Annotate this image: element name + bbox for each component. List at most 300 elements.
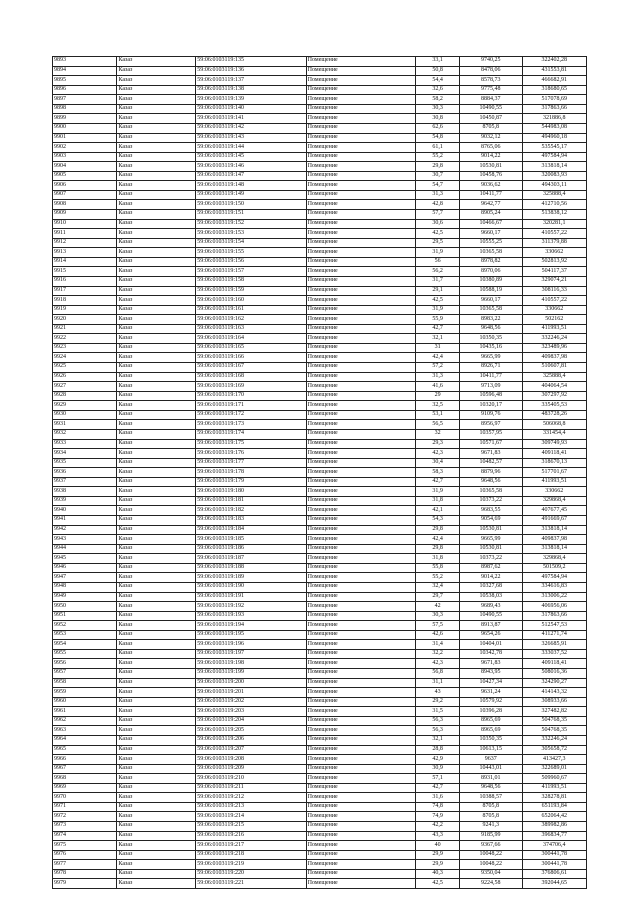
area-cell: 42,1 [416,506,460,516]
object-type-cell: Помещение [306,95,415,105]
unit-value-cell: 9637 [460,755,522,765]
unit-value-cell: 9654,26 [460,630,522,640]
unit-value-cell: 10538,03 [460,592,522,602]
cadastral-number-cell: 59:06:0103119:221 [196,879,306,889]
row-number-cell: 9954 [53,640,117,650]
table-row [53,420,587,430]
row-number-cell: 9940 [53,506,117,516]
row-number-cell: 9917 [53,286,117,296]
area-cell: 31,4 [416,640,460,650]
locality-cell: Казаз [117,582,196,592]
cadastral-value-cell: 322402,28 [522,57,587,67]
object-type-cell: Помещение [306,104,415,114]
cadastral-number-cell: 59:06:0103119:136 [196,66,306,76]
table-row [53,171,587,181]
row-number-cell: 9918 [53,296,117,306]
cadastral-value-cell: 497584,94 [522,152,587,162]
cadastral-value-cell: 504117,37 [522,267,587,277]
table-row [53,640,587,650]
locality-cell: Казаз [117,774,196,784]
unit-value-cell: 10482,57 [460,458,522,468]
cadastral-number-cell: 59:06:0103119:166 [196,353,306,363]
area-cell: 42,2 [416,822,460,832]
object-type-cell: Помещение [306,879,415,889]
cadastral-value-cell: 332246,24 [522,735,587,745]
area-cell: 30,4 [416,458,460,468]
table-row [53,563,587,573]
unit-value-cell: 9683,55 [460,506,522,516]
table-row [53,516,587,526]
cadastral-number-cell: 59:06:0103119:143 [196,133,306,143]
unit-value-cell: 9648,56 [460,783,522,793]
area-cell: 42,9 [416,755,460,765]
object-type-cell: Помещение [306,276,415,286]
table-row [53,429,587,439]
row-number-cell: 9979 [53,879,117,889]
cadastral-number-cell: 59:06:0103119:203 [196,707,306,717]
locality-cell: Казаз [117,353,196,363]
unit-value-cell: 10466,67 [460,219,522,229]
cadastral-value-cell: 506068,8 [522,420,587,430]
locality-cell: Казаз [117,190,196,200]
table-row [53,458,587,468]
table-row [53,85,587,95]
area-cell: 30,6 [416,219,460,229]
table-row [53,248,587,258]
cadastral-value-cell: 412710,56 [522,200,587,210]
cadastral-number-cell: 59:06:0103119:177 [196,458,306,468]
locality-cell: Казаз [117,649,196,659]
unit-value-cell: 9109,76 [460,410,522,420]
area-cell: 74,9 [416,812,460,822]
area-cell: 31,5 [416,707,460,717]
row-number-cell: 9949 [53,592,117,602]
row-number-cell: 9955 [53,649,117,659]
locality-cell: Казаз [117,334,196,344]
table-row [53,831,587,841]
cadastral-value-cell: 409118,41 [522,659,587,669]
table-row [53,573,587,583]
table-row [53,726,587,736]
object-type-cell: Помещение [306,592,415,602]
table-row [53,592,587,602]
locality-cell: Казаз [117,822,196,832]
row-number-cell: 9938 [53,487,117,497]
cadastral-value-cell: 510607,81 [522,363,587,373]
table-row [53,688,587,698]
area-cell: 32,1 [416,735,460,745]
cadastral-value-cell: 317863,66 [522,611,587,621]
row-number-cell: 9904 [53,162,117,172]
area-cell: 58,3 [416,468,460,478]
locality-cell: Казаз [117,563,196,573]
unit-value-cell: 9032,12 [460,133,522,143]
cadastral-number-cell: 59:06:0103119:219 [196,860,306,870]
unit-value-cell: 8970,06 [460,267,522,277]
unit-value-cell: 9740,25 [460,57,522,67]
locality-cell: Казаз [117,391,196,401]
object-type-cell: Помещение [306,630,415,640]
row-number-cell: 9947 [53,573,117,583]
row-number-cell: 9964 [53,735,117,745]
object-type-cell: Помещение [306,822,415,832]
cadastral-number-cell: 59:06:0103119:152 [196,219,306,229]
cadastral-number-cell: 59:06:0103119:172 [196,410,306,420]
table-row [53,468,587,478]
table-row [53,439,587,449]
row-number-cell: 9935 [53,458,117,468]
unit-value-cell: 10048,22 [460,860,522,870]
row-number-cell: 9968 [53,774,117,784]
row-number-cell: 9893 [53,57,117,67]
table-row [53,276,587,286]
cadastral-value-cell: 494303,11 [522,181,587,191]
area-cell: 42,6 [416,630,460,640]
cadastral-value-cell: 327482,82 [522,707,587,717]
unit-value-cell: 10579,92 [460,697,522,707]
row-number-cell: 9936 [53,468,117,478]
cadastral-number-cell: 59:06:0103119:185 [196,535,306,545]
locality-cell: Казаз [117,162,196,172]
area-cell: 56,3 [416,716,460,726]
object-type-cell: Помещение [306,755,415,765]
locality-cell: Казаз [117,678,196,688]
row-number-cell: 9900 [53,123,117,133]
locality-cell: Казаз [117,123,196,133]
area-cell: 30,7 [416,171,460,181]
table-row [53,544,587,554]
locality-cell: Казаз [117,783,196,793]
locality-cell: Казаз [117,276,196,286]
table-row [53,372,587,382]
cadastral-value-cell: 494960,18 [522,133,587,143]
object-type-cell: Помещение [306,477,415,487]
row-number-cell: 9962 [53,716,117,726]
area-cell: 74,8 [416,802,460,812]
cadastral-number-cell: 59:06:0103119:148 [196,181,306,191]
locality-cell: Казаз [117,420,196,430]
area-cell: 57,7 [416,210,460,220]
locality-cell: Казаз [117,535,196,545]
cadastral-number-cell: 59:06:0103119:202 [196,697,306,707]
unit-value-cell: 9713,09 [460,382,522,392]
area-cell: 42,3 [416,659,460,669]
area-cell: 42,5 [416,296,460,306]
object-type-cell: Помещение [306,334,415,344]
area-cell: 29,1 [416,286,460,296]
locality-cell: Казаз [117,76,196,86]
table-row [53,602,587,612]
area-cell: 56 [416,257,460,267]
cadastral-number-cell: 59:06:0103119:215 [196,822,306,832]
locality-cell: Казаз [117,171,196,181]
locality-cell: Казаз [117,219,196,229]
cadastral-number-cell: 59:06:0103119:212 [196,793,306,803]
cadastral-value-cell: 404064,54 [522,382,587,392]
row-number-cell: 9959 [53,688,117,698]
area-cell: 29,3 [416,439,460,449]
cadastral-value-cell: 329074,21 [522,276,587,286]
area-cell: 55,2 [416,573,460,583]
cadastral-number-cell: 59:06:0103119:182 [196,506,306,516]
cadastral-value-cell: 652064,42 [522,812,587,822]
table-row [53,334,587,344]
cadastral-number-cell: 59:06:0103119:162 [196,315,306,325]
object-type-cell: Помещение [306,439,415,449]
cadastral-value-cell: 411993,51 [522,477,587,487]
object-type-cell: Помещение [306,229,415,239]
area-cell: 32 [416,429,460,439]
area-cell: 32,4 [416,582,460,592]
table-row [53,219,587,229]
locality-cell: Казаз [117,410,196,420]
cadastral-value-cell: 535545,17 [522,143,587,153]
area-cell: 32,2 [416,649,460,659]
cadastral-number-cell: 59:06:0103119:179 [196,477,306,487]
table-row [53,324,587,334]
unit-value-cell: 10443,01 [460,764,522,774]
unit-value-cell: 10365,58 [460,305,522,315]
unit-value-cell: 10530,81 [460,525,522,535]
table-row [53,401,587,411]
unit-value-cell: 8705,8 [460,123,522,133]
unit-value-cell: 9185,99 [460,831,522,841]
area-cell: 56,2 [416,267,460,277]
cadastral-number-cell: 59:06:0103119:186 [196,544,306,554]
object-type-cell: Помещение [306,525,415,535]
object-type-cell: Помещение [306,544,415,554]
area-cell: 29,9 [416,850,460,860]
cadastral-number-cell: 59:06:0103119:157 [196,267,306,277]
locality-cell: Казаз [117,860,196,870]
cadastral-value-cell: 376806,61 [522,869,587,879]
cadastral-number-cell: 59:06:0103119:207 [196,745,306,755]
cadastral-number-cell: 59:06:0103119:180 [196,487,306,497]
unit-value-cell: 10396,28 [460,707,522,717]
object-type-cell: Помещение [306,487,415,497]
unit-value-cell: 8987,62 [460,563,522,573]
unit-value-cell: 10435,16 [460,343,522,353]
cadastral-number-cell: 59:06:0103119:193 [196,611,306,621]
object-type-cell: Помещение [306,649,415,659]
cadastral-value-cell: 504768,35 [522,726,587,736]
cadastral-number-cell: 59:06:0103119:158 [196,276,306,286]
cadastral-value-cell: 326685,91 [522,640,587,650]
object-type-cell: Помещение [306,267,415,277]
row-number-cell: 9943 [53,535,117,545]
row-number-cell: 9953 [53,630,117,640]
row-number-cell: 9960 [53,697,117,707]
object-type-cell: Помещение [306,391,415,401]
cadastral-value-cell: 300441,78 [522,860,587,870]
cadastral-number-cell: 59:06:0103119:170 [196,391,306,401]
row-number-cell: 9941 [53,516,117,526]
cadastral-number-cell: 59:06:0103119:155 [196,248,306,258]
cadastral-number-cell: 59:06:0103119:173 [196,420,306,430]
row-number-cell: 9973 [53,822,117,832]
cadastral-value-cell: 411271,74 [522,630,587,640]
row-number-cell: 9924 [53,353,117,363]
unit-value-cell: 9660,17 [460,296,522,306]
area-cell: 57,2 [416,363,460,373]
cadastral-value-cell: 410557,22 [522,296,587,306]
table-row [53,735,587,745]
cadastral-value-cell: 330662 [522,305,587,315]
area-cell: 42,4 [416,535,460,545]
row-number-cell: 9923 [53,343,117,353]
row-number-cell: 9978 [53,869,117,879]
area-cell: 33,1 [416,57,460,67]
unit-value-cell: 10490,55 [460,611,522,621]
table-row [53,535,587,545]
object-type-cell: Помещение [306,783,415,793]
table-row [53,143,587,153]
unit-value-cell: 8705,8 [460,812,522,822]
table-row [53,257,587,267]
cadastral-number-cell: 59:06:0103119:139 [196,95,306,105]
locality-cell: Казаз [117,802,196,812]
object-type-cell: Помещение [306,764,415,774]
locality-cell: Казаз [117,315,196,325]
row-number-cell: 9976 [53,850,117,860]
unit-value-cell: 9665,99 [460,353,522,363]
area-cell: 31,6 [416,793,460,803]
unit-value-cell: 8943,95 [460,669,522,679]
unit-value-cell: 10596,48 [460,391,522,401]
row-number-cell: 9965 [53,745,117,755]
area-cell: 43,3 [416,831,460,841]
area-cell: 31,1 [416,678,460,688]
cadastral-value-cell: 406956,06 [522,602,587,612]
cadastral-value-cell: 407677,45 [522,506,587,516]
row-number-cell: 9902 [53,143,117,153]
locality-cell: Казаз [117,324,196,334]
object-type-cell: Помещение [306,669,415,679]
locality-cell: Казаз [117,305,196,315]
unit-value-cell: 10588,19 [460,286,522,296]
row-number-cell: 9928 [53,391,117,401]
table-row [53,869,587,879]
locality-cell: Казаз [117,621,196,631]
area-cell: 31,7 [416,276,460,286]
table-row [53,267,587,277]
locality-cell: Казаз [117,869,196,879]
object-type-cell: Помещение [306,382,415,392]
object-type-cell: Помещение [306,200,415,210]
row-number-cell: 9961 [53,707,117,717]
area-cell: 29,5 [416,238,460,248]
object-type-cell: Помещение [306,812,415,822]
object-type-cell: Помещение [306,210,415,220]
cadastral-value-cell: 313006,22 [522,592,587,602]
locality-cell: Казаз [117,755,196,765]
row-number-cell: 9913 [53,248,117,258]
area-cell: 42,5 [416,879,460,889]
locality-cell: Казаз [117,525,196,535]
area-cell: 31 [416,343,460,353]
locality-cell: Казаз [117,429,196,439]
locality-cell: Казаз [117,104,196,114]
object-type-cell: Помещение [306,286,415,296]
unit-value-cell: 10450,87 [460,114,522,124]
cadastral-number-cell: 59:06:0103119:167 [196,363,306,373]
table-row [53,812,587,822]
object-type-cell: Помещение [306,363,415,373]
object-type-cell: Помещение [306,535,415,545]
cadastral-number-cell: 59:06:0103119:191 [196,592,306,602]
cadastral-value-cell: 513838,12 [522,210,587,220]
cadastral-number-cell: 59:06:0103119:190 [196,582,306,592]
table-row [53,229,587,239]
unit-value-cell: 10411,77 [460,372,522,382]
cadastral-value-cell: 517078,69 [522,95,587,105]
locality-cell: Казаз [117,210,196,220]
locality-cell: Казаз [117,267,196,277]
locality-cell: Казаз [117,257,196,267]
cadastral-value-cell: 504768,35 [522,716,587,726]
unit-value-cell: 9631,24 [460,688,522,698]
unit-value-cell: 10373,22 [460,554,522,564]
row-number-cell: 9942 [53,525,117,535]
row-number-cell: 9914 [53,257,117,267]
object-type-cell: Помещение [306,401,415,411]
object-type-cell: Помещение [306,458,415,468]
table-row [53,114,587,124]
table-row [53,66,587,76]
area-cell: 55,2 [416,152,460,162]
locality-cell: Казаз [117,544,196,554]
locality-cell: Казаз [117,554,196,564]
unit-value-cell: 9665,99 [460,535,522,545]
cadastral-value-cell: 411993,51 [522,324,587,334]
cadastral-value-cell: 414143,32 [522,688,587,698]
locality-cell: Казаз [117,133,196,143]
row-number-cell: 9946 [53,563,117,573]
unit-value-cell: 8879,96 [460,468,522,478]
cadastral-value-cell: 308116,33 [522,286,587,296]
unit-value-cell: 8983,22 [460,315,522,325]
cadastral-number-cell: 59:06:0103119:153 [196,229,306,239]
unit-value-cell: 10411,77 [460,190,522,200]
locality-cell: Казаз [117,401,196,411]
locality-cell: Казаз [117,841,196,851]
table-row [53,382,587,392]
row-number-cell: 9937 [53,477,117,487]
locality-cell: Казаз [117,764,196,774]
table-row [53,659,587,669]
object-type-cell: Помещение [306,688,415,698]
area-cell: 55,8 [416,563,460,573]
row-number-cell: 9921 [53,324,117,334]
cadastral-value-cell: 544983,08 [522,123,587,133]
cadastral-number-cell: 59:06:0103119:174 [196,429,306,439]
cadastral-value-cell: 512547,53 [522,621,587,631]
row-number-cell: 9898 [53,104,117,114]
locality-cell: Казаз [117,573,196,583]
unit-value-cell: 9671,83 [460,659,522,669]
object-type-cell: Помещение [306,602,415,612]
cadastral-number-cell: 59:06:0103119:183 [196,516,306,526]
area-cell: 29,8 [416,544,460,554]
table-row [53,582,587,592]
cadastral-value-cell: 410557,22 [522,229,587,239]
cadastral-value-cell: 308933,66 [522,697,587,707]
table-row [53,611,587,621]
cadastral-number-cell: 59:06:0103119:187 [196,554,306,564]
cadastral-value-cell: 483728,26 [522,410,587,420]
table-row [53,496,587,506]
cadastral-value-cell: 324290,27 [522,678,587,688]
